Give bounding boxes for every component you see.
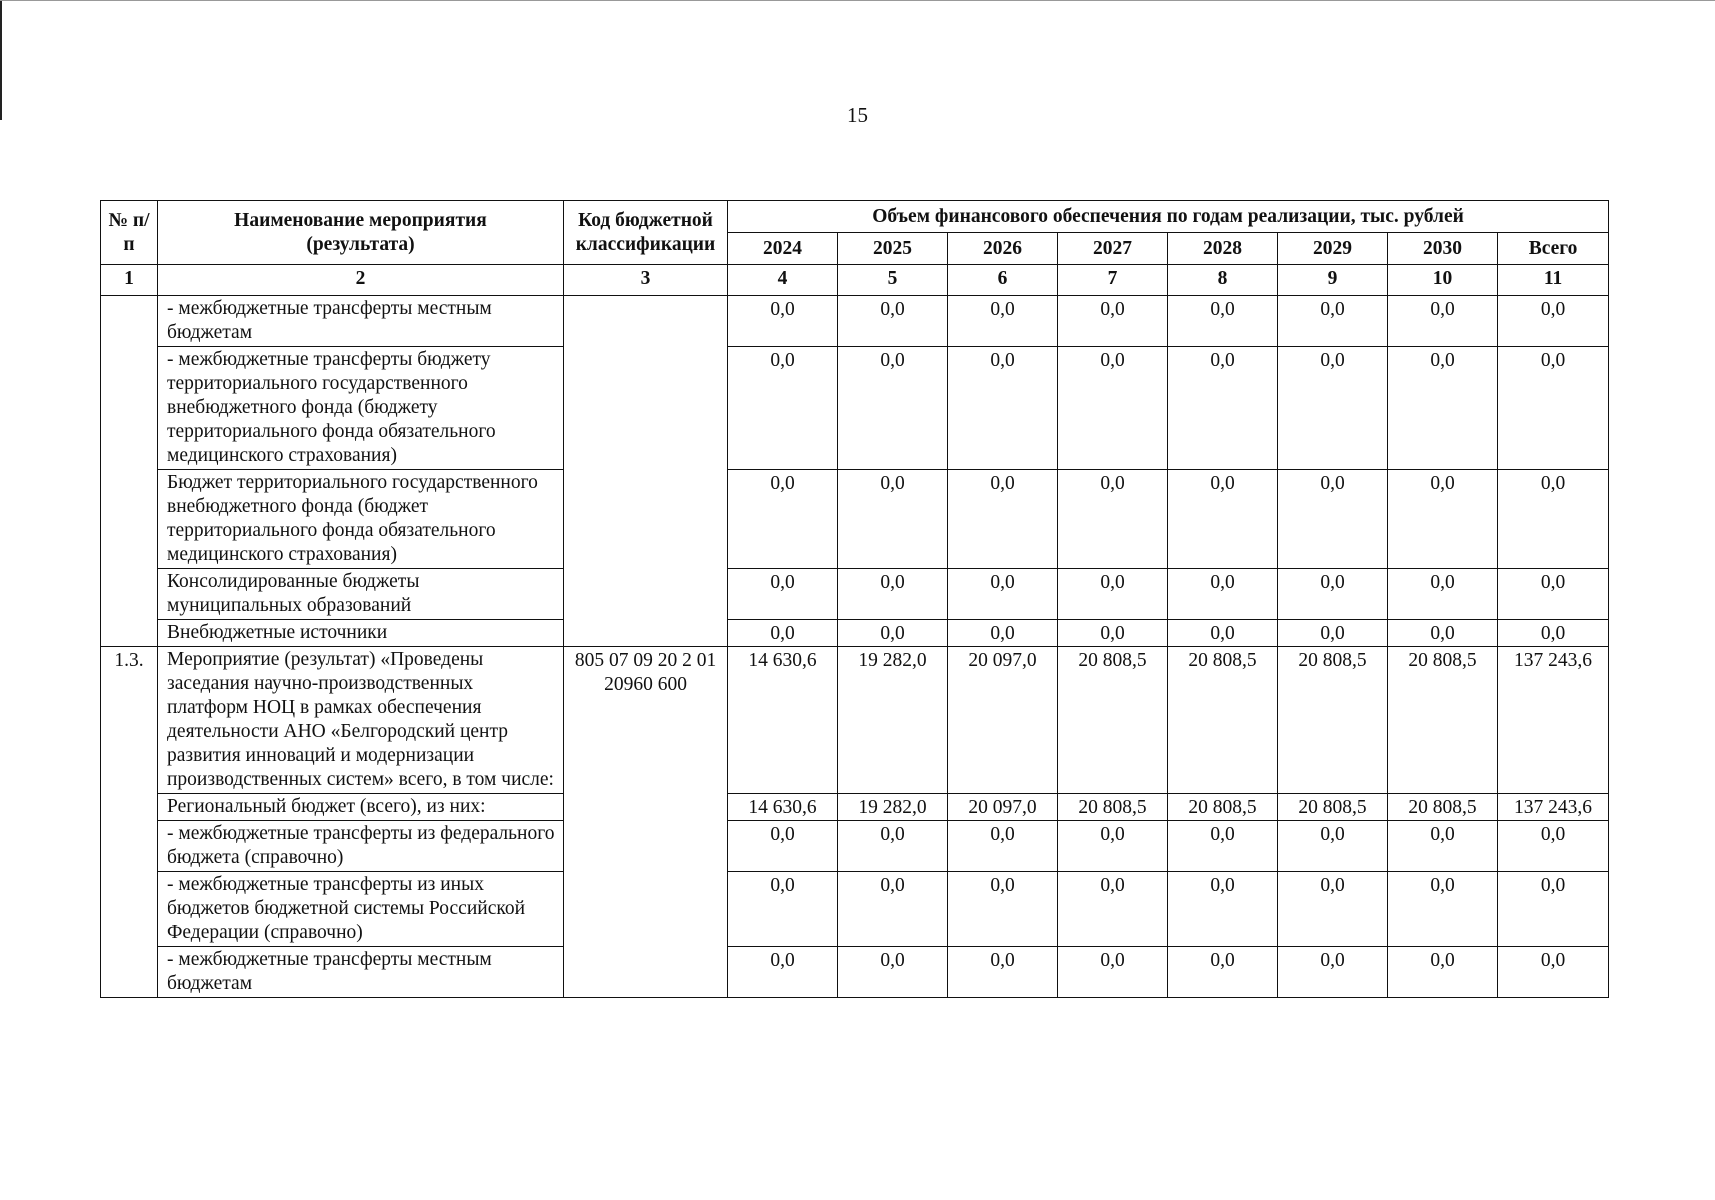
value-cell: 0,0 bbox=[1168, 821, 1278, 872]
row-name: Региональный бюджет (всего), из них: bbox=[158, 794, 564, 821]
column-number: 7 bbox=[1058, 265, 1168, 296]
value-cell: 0,0 bbox=[728, 347, 838, 470]
value-cell: 0,0 bbox=[1498, 347, 1609, 470]
value-cell: 0,0 bbox=[728, 620, 838, 647]
value-cell: 19 282,0 bbox=[838, 647, 948, 794]
column-number: 10 bbox=[1388, 265, 1498, 296]
value-cell: 20 808,5 bbox=[1388, 794, 1498, 821]
value-cell: 14 630,6 bbox=[728, 647, 838, 794]
row-name: - межбюджетные трансферты местным бюджетам bbox=[158, 296, 564, 347]
table-row bbox=[101, 647, 1609, 794]
value-cell: 0,0 bbox=[1498, 569, 1609, 620]
column-number: 8 bbox=[1168, 265, 1278, 296]
header-year: 2030 bbox=[1388, 233, 1498, 265]
value-cell: 0,0 bbox=[1388, 569, 1498, 620]
value-cell: 0,0 bbox=[838, 821, 948, 872]
value-cell: 14 630,6 bbox=[728, 794, 838, 821]
row-number-cell bbox=[101, 296, 158, 647]
value-cell: 0,0 bbox=[1058, 470, 1168, 569]
value-cell: 0,0 bbox=[1058, 872, 1168, 947]
value-cell: 20 097,0 bbox=[948, 794, 1058, 821]
value-cell: 0,0 bbox=[1168, 296, 1278, 347]
header-year: 2027 bbox=[1058, 233, 1168, 265]
value-cell: 0,0 bbox=[728, 872, 838, 947]
value-cell: 0,0 bbox=[728, 296, 838, 347]
row-name: Бюджет территориального государственного внебюджетного фонда (бюджет территориального фонда обязательного медицинского страхования) bbox=[158, 470, 564, 569]
row-name: - межбюджетные трансферты из иных бюджетов бюджетной системы Российской Федерации (справочно) bbox=[158, 872, 564, 947]
column-number: 1 bbox=[101, 265, 158, 296]
value-cell: 0,0 bbox=[838, 872, 948, 947]
column-number: 5 bbox=[838, 265, 948, 296]
header-year: 2026 bbox=[948, 233, 1058, 265]
value-cell: 19 282,0 bbox=[838, 794, 948, 821]
value-cell: 0,0 bbox=[838, 947, 948, 998]
table-row bbox=[101, 569, 1609, 620]
value-cell: 0,0 bbox=[838, 296, 948, 347]
value-cell: 0,0 bbox=[1058, 947, 1168, 998]
value-cell: 20 808,5 bbox=[1058, 794, 1168, 821]
row-name: Внебюджетные источники bbox=[158, 620, 564, 647]
table-row bbox=[101, 470, 1609, 569]
value-cell: 0,0 bbox=[948, 296, 1058, 347]
column-number: 3 bbox=[564, 265, 728, 296]
value-cell: 0,0 bbox=[948, 569, 1058, 620]
value-cell: 0,0 bbox=[838, 347, 948, 470]
value-cell: 0,0 bbox=[1058, 569, 1168, 620]
value-cell: 0,0 bbox=[1168, 347, 1278, 470]
value-cell: 0,0 bbox=[1058, 821, 1168, 872]
row-name: - межбюджетные трансферты бюджету территориального государственного внебюджетного фонда (бюджету территориального фонда обязательного медицинского страхования) bbox=[158, 347, 564, 470]
value-cell: 0,0 bbox=[1388, 347, 1498, 470]
table-row bbox=[101, 872, 1609, 947]
scan-edge-mark bbox=[0, 0, 2, 120]
row-name: Консолидированные бюджеты муниципальных образований bbox=[158, 569, 564, 620]
value-cell: 0,0 bbox=[1388, 872, 1498, 947]
value-cell: 20 097,0 bbox=[948, 647, 1058, 794]
header-number: № п/п bbox=[101, 201, 158, 265]
page-number: 15 bbox=[847, 103, 868, 127]
value-cell: 0,0 bbox=[838, 470, 948, 569]
value-cell: 20 808,5 bbox=[1058, 647, 1168, 794]
value-cell: 0,0 bbox=[1498, 947, 1609, 998]
value-cell: 20 808,5 bbox=[1278, 794, 1388, 821]
value-cell: 0,0 bbox=[1278, 821, 1388, 872]
value-cell: 0,0 bbox=[948, 821, 1058, 872]
value-cell: 0,0 bbox=[948, 470, 1058, 569]
row-name: - межбюджетные трансферты местным бюджетам bbox=[158, 947, 564, 998]
value-cell: 0,0 bbox=[1168, 470, 1278, 569]
column-numbers-row bbox=[101, 265, 1609, 296]
table-row bbox=[101, 296, 1609, 347]
value-cell: 0,0 bbox=[1168, 947, 1278, 998]
value-cell: 0,0 bbox=[1278, 947, 1388, 998]
row-name: - межбюджетные трансферты из федерального бюджета (справочно) bbox=[158, 821, 564, 872]
header-year: 2025 bbox=[838, 233, 948, 265]
header-year: 2024 bbox=[728, 233, 838, 265]
value-cell: 20 808,5 bbox=[1168, 794, 1278, 821]
value-cell: 20 808,5 bbox=[1388, 647, 1498, 794]
value-cell: 0,0 bbox=[1278, 569, 1388, 620]
value-cell: 0,0 bbox=[1058, 347, 1168, 470]
value-cell: 0,0 bbox=[1498, 296, 1609, 347]
value-cell: 0,0 bbox=[948, 620, 1058, 647]
value-cell: 0,0 bbox=[1278, 620, 1388, 647]
value-cell: 0,0 bbox=[948, 347, 1058, 470]
value-cell: 0,0 bbox=[1278, 872, 1388, 947]
value-cell: 0,0 bbox=[728, 470, 838, 569]
header-name: Наименование мероприятия (результата) bbox=[158, 201, 564, 265]
header-volume: Объем финансового обеспечения по годам реализации, тыс. рублей bbox=[728, 201, 1609, 233]
header-year: 2029 bbox=[1278, 233, 1388, 265]
column-number: 6 bbox=[948, 265, 1058, 296]
value-cell: 0,0 bbox=[1388, 620, 1498, 647]
column-number: 4 bbox=[728, 265, 838, 296]
column-number: 2 bbox=[158, 265, 564, 296]
value-cell: 0,0 bbox=[1498, 620, 1609, 647]
header-year: 2028 bbox=[1168, 233, 1278, 265]
table-row bbox=[101, 620, 1609, 647]
row-code-cell bbox=[564, 296, 728, 647]
value-cell: 0,0 bbox=[1498, 821, 1609, 872]
value-cell: 0,0 bbox=[1498, 470, 1609, 569]
value-cell: 0,0 bbox=[1058, 296, 1168, 347]
value-cell: 0,0 bbox=[1388, 470, 1498, 569]
value-cell: 0,0 bbox=[1168, 569, 1278, 620]
header-code: Код бюджетной классификации bbox=[564, 201, 728, 265]
table-row bbox=[101, 347, 1609, 470]
column-number: 9 bbox=[1278, 265, 1388, 296]
header-total: Всего bbox=[1498, 233, 1609, 265]
value-cell: 0,0 bbox=[838, 620, 948, 647]
financing-table bbox=[100, 200, 1609, 998]
value-cell: 0,0 bbox=[1388, 947, 1498, 998]
value-cell: 137 243,6 bbox=[1498, 647, 1609, 794]
value-cell: 0,0 bbox=[1168, 620, 1278, 647]
value-cell: 0,0 bbox=[728, 947, 838, 998]
value-cell: 0,0 bbox=[1278, 296, 1388, 347]
table-row bbox=[101, 821, 1609, 872]
row-number: 1.3. bbox=[101, 647, 158, 998]
value-cell: 0,0 bbox=[948, 947, 1058, 998]
value-cell: 20 808,5 bbox=[1278, 647, 1388, 794]
value-cell: 0,0 bbox=[1168, 872, 1278, 947]
value-cell: 0,0 bbox=[838, 569, 948, 620]
value-cell: 0,0 bbox=[1388, 296, 1498, 347]
value-cell: 20 808,5 bbox=[1168, 647, 1278, 794]
table-row bbox=[101, 947, 1609, 998]
value-cell: 0,0 bbox=[1388, 821, 1498, 872]
scan-edge-mark bbox=[0, 0, 1715, 1]
value-cell: 0,0 bbox=[728, 569, 838, 620]
value-cell: 0,0 bbox=[728, 821, 838, 872]
table-row bbox=[101, 794, 1609, 821]
column-number: 11 bbox=[1498, 265, 1609, 296]
value-cell: 0,0 bbox=[1278, 347, 1388, 470]
value-cell: 0,0 bbox=[1058, 620, 1168, 647]
value-cell: 0,0 bbox=[1498, 872, 1609, 947]
row-name: Мероприятие (результат) «Проведены заседания научно-производственных платформ НОЦ в рамках обеспечения деятельности АНО «Белгородский центр развития инноваций и модернизации производственных систем» всего, в том числе: bbox=[158, 647, 564, 794]
value-cell: 137 243,6 bbox=[1498, 794, 1609, 821]
value-cell: 0,0 bbox=[1278, 470, 1388, 569]
budget-code: 805 07 09 20 2 01 20960 600 bbox=[564, 647, 728, 998]
value-cell: 0,0 bbox=[948, 872, 1058, 947]
